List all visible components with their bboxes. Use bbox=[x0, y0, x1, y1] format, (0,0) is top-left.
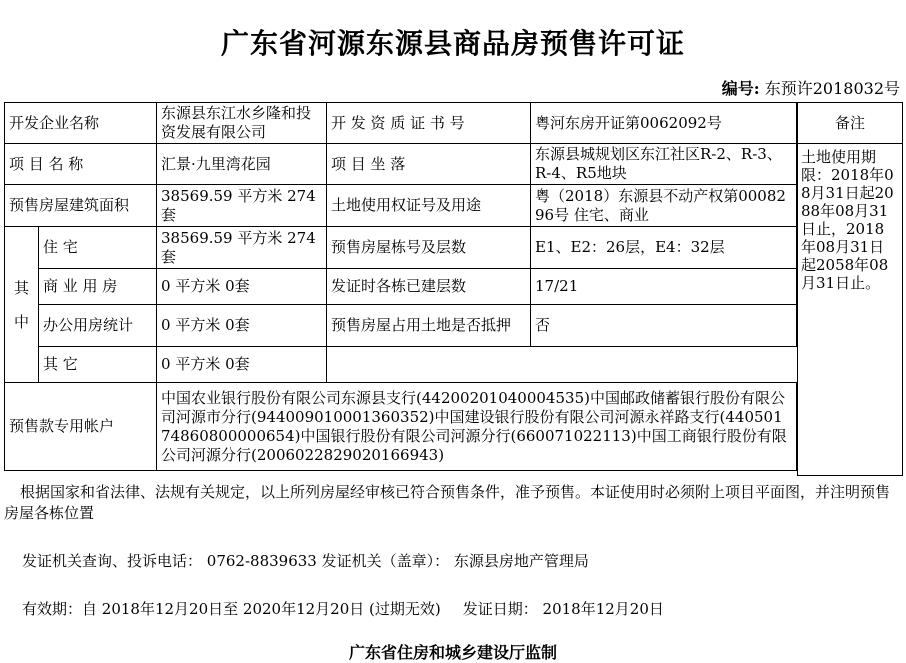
validity-label: 有效期： bbox=[22, 600, 83, 618]
table-row bbox=[5, 383, 797, 471]
office-label: 办公用房统计 bbox=[39, 305, 157, 347]
permit-table bbox=[4, 102, 797, 471]
commercial-value: 0 平方米 0套 bbox=[157, 269, 327, 305]
building-value: E1、E2：26层，E4：32层 bbox=[531, 227, 797, 269]
table-row bbox=[5, 227, 797, 269]
footer-supervisor: 广东省住房和城乡建设厅监制 bbox=[348, 643, 557, 662]
mortgage-label: 预售房屋占用土地是否抵押 bbox=[327, 305, 531, 347]
other-label: 其 它 bbox=[39, 347, 157, 383]
qualification-value: 粤河东房开证第0062092号 bbox=[531, 103, 797, 144]
landcert-label: 土地使用权证号及用途 bbox=[327, 185, 531, 227]
area-label: 预售房屋建筑面积 bbox=[5, 185, 157, 227]
empty-cell bbox=[327, 347, 797, 383]
remark-text: 土地使用期限：2018年08月31日起2088年08月31日止，2018年08月31日起2058年08月31日止。 bbox=[801, 148, 894, 292]
contact-phone: 0762-8839633 bbox=[206, 552, 317, 570]
area-value: 38569.59 平方米 274套 bbox=[157, 185, 327, 227]
location-value: 东源县城规划区东江社区R-2、R-3、R-4、R5地块 bbox=[531, 144, 797, 185]
permit-number bbox=[722, 76, 900, 99]
account-value: 中国农业银行股份有限公司东源县支行(44200201040004535)中国邮政储蓄银行股份有限公司河源市分行(944009010001360352)中国建设银行股份有限公司河源永祥路支行(44050174860800000654)中国银行股份有限公司河源分行(660071022113)中国工商银行股份有限公司河源分行(2006022829020166943) bbox=[157, 383, 797, 471]
validity-value: 自 2018年12月20日至 2020年12月20日 (过期无效) bbox=[82, 600, 441, 618]
developer-value: 东源县东江水乡隆和投资发展有限公司 bbox=[157, 103, 327, 144]
validity-line bbox=[22, 598, 664, 619]
location-label: 项 目 坐 落 bbox=[327, 144, 531, 185]
project-value: 汇景·九里湾花园 bbox=[157, 144, 327, 185]
table-row bbox=[5, 185, 797, 227]
contact-label: 发证机关查询、投诉电话： bbox=[22, 552, 203, 570]
account-label: 预售款专用帐户 bbox=[5, 383, 157, 471]
issue-date-value: 2018年12月20日 bbox=[542, 600, 664, 618]
table-row bbox=[5, 144, 797, 185]
contact-line bbox=[22, 550, 589, 571]
floors-label: 发证时各栋已建层数 bbox=[327, 269, 531, 305]
floors-value: 17/21 bbox=[531, 269, 797, 305]
landcert-value: 粤（2018）东源县不动产权第0008296号 住宅、商业 bbox=[531, 185, 797, 227]
commercial-label: 商 业 用 房 bbox=[39, 269, 157, 305]
issue-date-label: 发证日期： bbox=[462, 600, 538, 618]
issuer-value: 东源县房地产管理局 bbox=[453, 552, 589, 570]
residential-label: 住 宅 bbox=[39, 227, 157, 269]
table-row bbox=[5, 103, 797, 144]
project-label: 项 目 名 称 bbox=[5, 144, 157, 185]
table-row bbox=[5, 347, 797, 383]
remark-label: 备注 bbox=[798, 103, 902, 144]
permit-number-value: 东预许2018032号 bbox=[764, 79, 900, 98]
developer-label: 开发企业名称 bbox=[5, 103, 157, 144]
residential-value: 38569.59 平方米 274套 bbox=[157, 227, 327, 269]
remark-box bbox=[797, 102, 903, 476]
table-row bbox=[5, 305, 797, 347]
statement-text: 根据国家和省法律、法规有关规定，以上所列房屋经审核已符合预售条件，准予预售。本证使用时必须附上项目平面图，并注明预售房屋各栋位置 bbox=[4, 483, 891, 522]
among-label bbox=[5, 227, 39, 383]
building-label: 预售房屋栋号及层数 bbox=[327, 227, 531, 269]
other-value: 0 平方米 0套 bbox=[157, 347, 327, 383]
among-label-text: 其 中 bbox=[13, 278, 29, 331]
qualification-label: 开 发 资 质 证 书 号 bbox=[327, 103, 531, 144]
permit-number-label: 编号: bbox=[721, 79, 760, 98]
mortgage-value: 否 bbox=[531, 305, 797, 347]
table-row bbox=[5, 269, 797, 305]
office-value: 0 平方米 0套 bbox=[157, 305, 327, 347]
issuer-label: 发证机关（盖章）： bbox=[321, 552, 450, 570]
document-title: 广东省河源东源县商品房预售许可证 bbox=[220, 27, 685, 60]
